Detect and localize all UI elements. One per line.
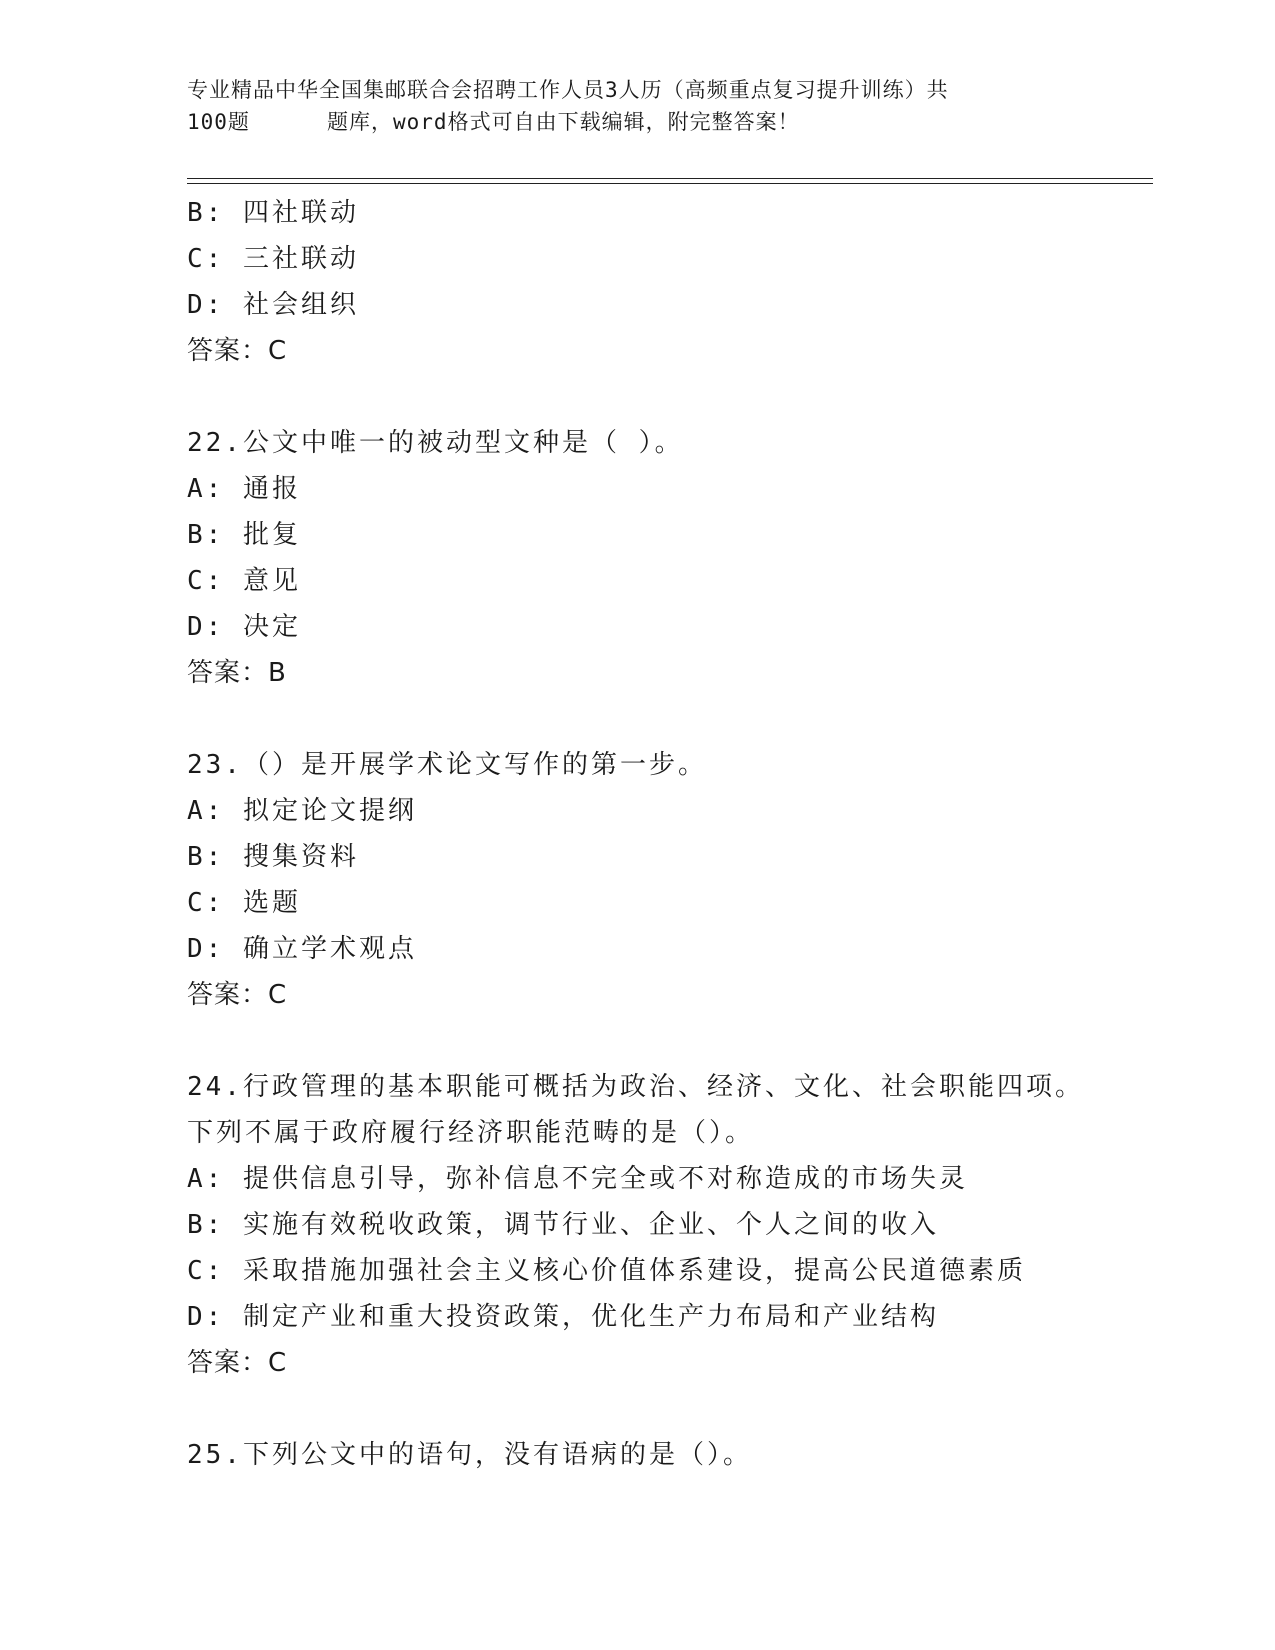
option-a: A: 通报 xyxy=(187,474,301,504)
option-a: A: 拟定论文提纲 xyxy=(187,796,417,826)
answer-label: 答案：C xyxy=(187,980,288,1010)
spacer xyxy=(187,1386,1147,1432)
document-header xyxy=(187,74,1067,138)
question-21-tail xyxy=(187,190,1147,374)
spacer xyxy=(187,1018,1147,1064)
question-list xyxy=(187,190,1147,1478)
question-22 xyxy=(187,420,1147,696)
option-b: B: 四社联动 xyxy=(187,198,359,228)
header-question-count: 100题 xyxy=(187,110,250,134)
header-line-2-text: 题库，word格式可自由下载编辑，附完整答案！ xyxy=(327,110,800,134)
option-c: C: 选题 xyxy=(187,888,301,918)
question-text-line-2: 下列不属于政府履行经济职能范畴的是（）。 xyxy=(187,1118,755,1148)
question-24 xyxy=(187,1064,1147,1386)
answer-label: 答案：C xyxy=(187,1348,288,1378)
option-a: A: 提供信息引导，弥补信息不完全或不对称造成的市场失灵 xyxy=(187,1164,968,1194)
answer-label: 答案：B xyxy=(187,658,287,688)
question-text: 25.下列公文中的语句，没有语病的是（）。 xyxy=(187,1440,752,1470)
answer-label: 答案：C xyxy=(187,336,288,366)
question-23 xyxy=(187,742,1147,1018)
question-25 xyxy=(187,1432,1147,1478)
option-d: D: 确立学术观点 xyxy=(187,934,417,964)
header-line-1: 专业精品中华全国集邮联合会招聘工作人员3人历（高频重点复习提升训练）共 xyxy=(187,78,949,102)
option-d: D: 社会组织 xyxy=(187,290,359,320)
option-c: C: 意见 xyxy=(187,566,301,596)
header-divider-bottom xyxy=(187,183,1153,184)
option-b: B: 批复 xyxy=(187,520,301,550)
option-c: C: 三社联动 xyxy=(187,244,359,274)
option-b: B: 实施有效税收政策，调节行业、企业、个人之间的收入 xyxy=(187,1210,939,1240)
question-text: 23.（）是开展学术论文写作的第一步。 xyxy=(187,750,707,780)
option-d: D: 制定产业和重大投资政策，优化生产力布局和产业结构 xyxy=(187,1302,939,1332)
option-d: D: 决定 xyxy=(187,612,301,642)
header-line-2 xyxy=(187,106,1067,138)
header-divider-top xyxy=(187,178,1153,179)
spacer xyxy=(187,374,1147,420)
option-c: C: 采取措施加强社会主义核心价值体系建设，提高公民道德素质 xyxy=(187,1256,1026,1286)
question-text: 22.公文中唯一的被动型文种是（ ）。 xyxy=(187,428,684,458)
spacer xyxy=(187,696,1147,742)
question-text-line-1: 24.行政管理的基本职能可概括为政治、经济、文化、社会职能四项。 xyxy=(187,1072,1084,1102)
option-b: B: 搜集资料 xyxy=(187,842,359,872)
